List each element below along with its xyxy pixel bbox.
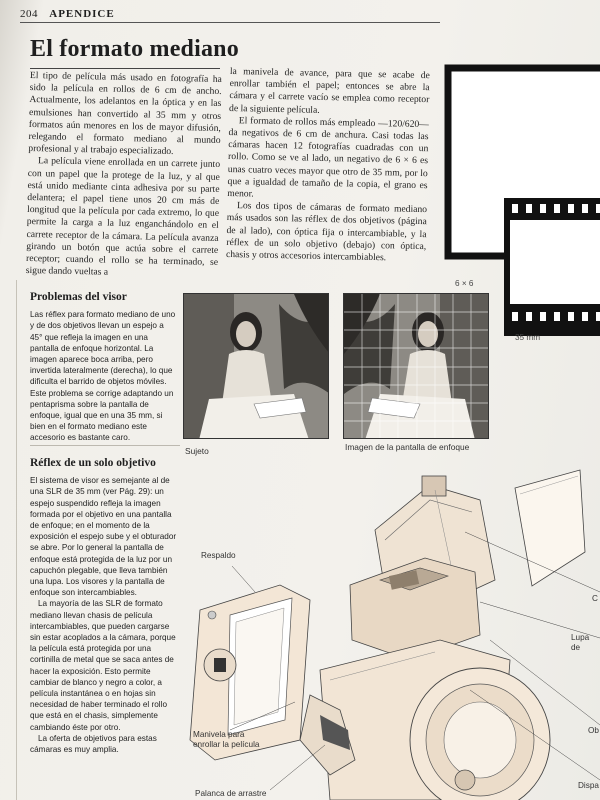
intro-column-left xyxy=(26,70,222,281)
section-divider xyxy=(30,445,180,446)
column-rule xyxy=(16,280,17,800)
subject-photo-illustration xyxy=(184,294,329,439)
film-6x6-label: 6 × 6 xyxy=(455,279,474,288)
label-edge-dispa: Dispa xyxy=(578,781,599,790)
intro-paragraph: la manivela de avance, para que se acabe de enrollar también el papel; entonces se abre la cámara y el carrete vacío se emplea como receptor de la siguiente película. xyxy=(229,66,430,116)
label-lupa: Lupa de xyxy=(571,633,590,652)
intro-paragraph: El formato de rollos más empleado —120/620— da negativos de 6 cm de anchura. Casi todas las cámaras hacen 12 fotografías cuadradas con un rollo. Como se ve al lado, un negativo de 6 × 6 es unas cuatro veces mayor que otro de 35 mm, por lo que a igualdad de tamaño de la copia, el grano es menor. xyxy=(227,115,429,200)
label-edge-ob: Ob xyxy=(588,726,599,735)
header-rule xyxy=(20,22,440,23)
intro-paragraph: El tipo de película más usado en fotografía ha sido la película en rollos de 6 cm de ancho. Actualmente, los adelantos en la óptica y en las emulsiones han convertido al 35 mm y otros formatos aún menores en los de mayor difusión, relegando el formato mediano al mundo profesional y al trabajo especializado. xyxy=(28,70,222,158)
page-number: 204 xyxy=(20,8,38,20)
viewfinder-sidebar xyxy=(30,292,178,444)
focusing-screen-photo xyxy=(343,293,489,439)
label-edge-c: C xyxy=(592,594,598,603)
slr-paragraph: La mayoría de las SLR de formato mediano llevan chasis de película intercambiables, que pueden cargarse sin estar acoplados a la cámara, porque la película está protegida por una cortinilla de metal que se saca antes de hacer la exposición. Esto permite cambiar de blanco y negro a color, a película instantánea o en hojas sin necesidad de haber terminado el rollo que está en el chasis, simplemente cambiando éste por otro. xyxy=(30,599,176,732)
hood-panel xyxy=(515,470,585,586)
film-35mm-label: 35 mm xyxy=(515,333,541,342)
section-title: APENDICE xyxy=(49,8,115,20)
label-manivela: Manivela para enrollar la película xyxy=(193,730,260,749)
intro-paragraph: La película viene enrollada en un carrete junto con un papel que la protege de la luz, y al que está unido mediante cinta adhesiva por su parte delantera; el papel tiene unos 20 cm más de longitud que la película por cada extremo, lo que permite la carga a la luz enganchándolo en el carrete receptor de la cámara. La película avanza girando un botón que actúa sobre el carrete receptor; cuando el rollo se ha terminado, se sigue dando vueltas a xyxy=(25,155,221,278)
magnifier-block xyxy=(350,558,480,660)
slr-paragraph: La oferta de objetivos para estas cámaras es muy amplia. xyxy=(30,733,157,755)
viewfinder-paragraph: Las réflex para formato mediano de uno y de dos objetivos llevan un espejo a 45° que refleja la imagen en una pantalla de enfoque horizontal. La imagen aparece boca arriba, pero invertida lateralmente (derecha), lo que dificulta el barrido de objetos móviles. Este problema se corrige adaptando un pentaprisma sobre la pantalla de enfoque, igual que en una 35 mm, si bien en el formato mediano este accesorio es bastante caro. xyxy=(30,310,176,443)
focusing-screen-illustration xyxy=(344,294,489,439)
intro-column-right xyxy=(226,66,430,265)
slr-heading: Réflex de un solo objetivo xyxy=(30,457,156,469)
viewfinder-heading: Problemas del visor xyxy=(30,291,127,303)
label-respaldo: Respaldo xyxy=(201,551,236,560)
title-rule xyxy=(30,68,220,69)
page-title: El formato mediano xyxy=(30,36,239,62)
subject-photo xyxy=(183,293,329,439)
subject-caption: Sujeto xyxy=(185,446,209,456)
label-palanca: Palanca de arrastre xyxy=(195,789,267,798)
slr-sidebar xyxy=(30,458,178,755)
slr-paragraph: El sistema de visor es semejante al de una SLR de 35 mm (ver Pág. 29): un espejo suspendido refleja la imagen formada por el objetivo en una pantalla de enfoque; en el momento de la exposición el espejo sube y el obturador se abre. Por lo general la pantalla de enfoque está protegida de la luz por un capuchón plegable, que lleva también una lupa. Los visores y la pantalla de enfoque son intercambiables. xyxy=(30,476,177,598)
intro-paragraph: Los dos tipos de cámaras de formato mediano más usados son las réflex de dos objetivos (página de al lado), con óptica fija o intercambiable, y la réflex de un solo objetivo (debajo) con óptica, chasis y otros accesorios intercambiables. xyxy=(225,200,428,264)
focusing-screen-caption: Imagen de la pantalla de enfoque xyxy=(345,442,470,452)
running-header xyxy=(20,8,115,20)
film-35mm-strip xyxy=(504,198,600,336)
